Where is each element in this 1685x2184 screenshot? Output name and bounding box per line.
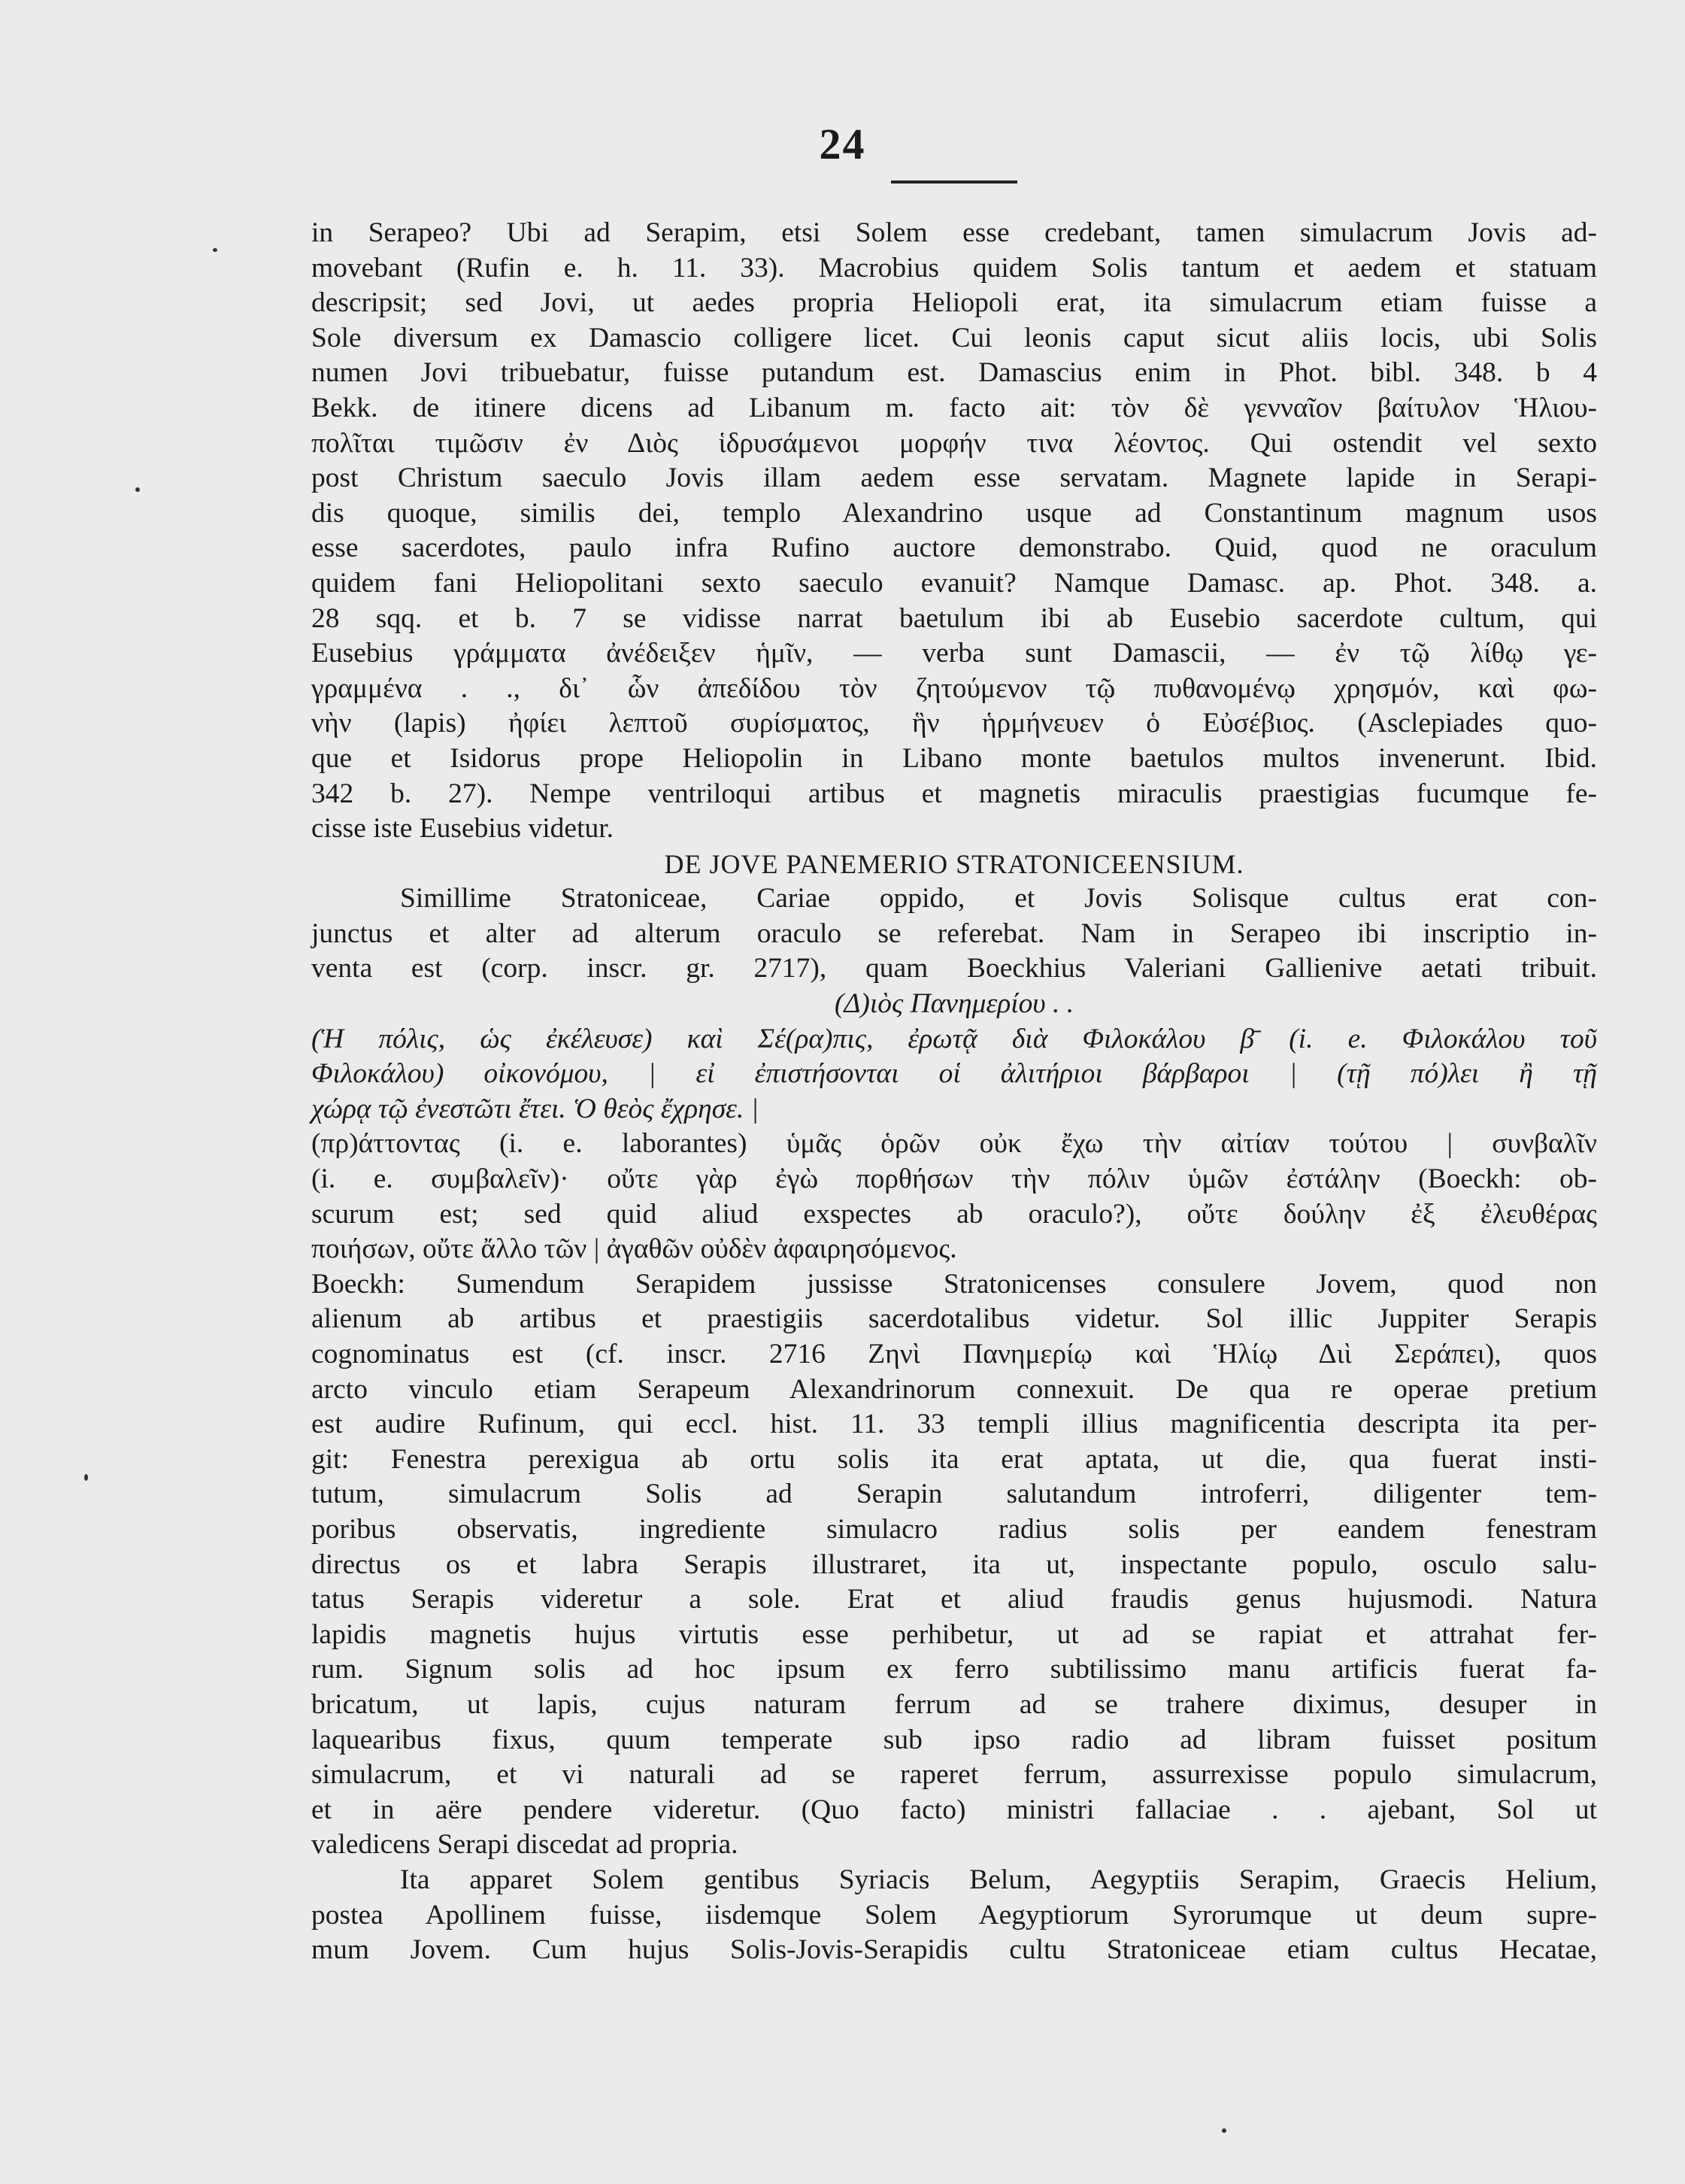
page-number: 24 bbox=[819, 120, 866, 168]
text-line: Eusebius γράμματα ἀνέδειξεν ἡμῖν, — verba sunt Damascii, — ἐν τῷ λίθῳ γε- bbox=[311, 638, 1597, 669]
inscription-line: ποιήσων, οὔτε ἄλλο τῶν | ἀγαθῶν οὐδὲν ἀφαιρησόμενος. bbox=[311, 1233, 957, 1265]
text-line: post Christum saeculo Jovis illam aedem esse servatam. Magnete lapide in Serapi- bbox=[311, 463, 1597, 494]
text-line: alienum ab artibus et praestigiis sacerdotalibus videtur. Sol illic Juppiter Serapis bbox=[311, 1303, 1597, 1335]
text-line: νὴν (lapis) ἠφίει λεπτοῦ συρίσματος, ἣν ἡρμήνευεν ὁ Εὐσέβιος. (Asclepiades quo- bbox=[311, 708, 1597, 739]
text-line: esse sacerdotes, paulo infra Rufino auctore demonstrabo. Quid, quod ne oraculum bbox=[311, 532, 1597, 564]
text-line: lapidis magnetis hujus virtutis esse perhibetur, ut ad se rapiat et attrahat fer- bbox=[311, 1618, 1597, 1650]
text-line: est audire Rufinum, qui eccl. hist. 11. 33 templi illius magnificentia descripta ita per- bbox=[311, 1409, 1597, 1440]
text-line: bricatum, ut lapis, cujus naturam ferrum ad se trahere diximus, desuper in bbox=[311, 1688, 1597, 1720]
text-line: dis quoque, similis dei, templo Alexandrino usque ad Constantinum magnum usos bbox=[311, 497, 1597, 529]
inscription-line: (i. e. συμβαλεῖν)· οὔτε γὰρ ἐγὼ πορθήσων τὴν πόλιν ὑμῶν ἐστάλην (Boeckh: ob- bbox=[311, 1163, 1597, 1195]
text-line: Boeckh: Sumendum Serapidem jussisse Stratonicenses consulere Jovem, quod non bbox=[311, 1268, 1597, 1300]
inscription-line: scurum est; sed quid aliud exspectes ab oraculo?), οὔτε δούλην ἐξ ἐλευθέρας bbox=[311, 1198, 1597, 1230]
text-line: directus os et labra Serapis illustraret, ita ut, inspectante populo, osculo salu- bbox=[311, 1549, 1597, 1580]
text-line: Bekk. de itinere dicens ad Libanum m. facto ait: τὸν δὲ γενναῖον βαίτυλον Ἡλιου- bbox=[311, 392, 1597, 423]
text-line: 28 sqq. et b. 7 se vidisse narrat baetulum ibi ab Eusebio sacerdote cultum, qui bbox=[311, 602, 1597, 634]
text-line: πολῖται τιμῶσιν ἐν Διὸς ἱδρυσάμενοι μορφήν τινα λέοντος. Qui ostendit vel sexto bbox=[311, 427, 1597, 459]
paper-speck bbox=[1222, 2128, 1226, 2133]
text-line: tatus Serapis videretur a sole. Erat et aliud fraudis genus hujusmodi. Natura bbox=[311, 1584, 1597, 1615]
inscription-line: (Ἡ πόλις, ὡς ἐκέλευσε) καὶ Σέ(ρα)πις, ἐρωτᾷ διὰ Φιλοκάλου β̄ (i. e. Φιλοκάλου τοῦ bbox=[311, 1023, 1597, 1054]
text-line: git: Fenestra perexigua ab ortu solis ita erat aptata, ut die, qua fuerat insti- bbox=[311, 1443, 1597, 1475]
text-line: cisse iste Eusebius videtur. bbox=[311, 813, 614, 845]
text-line: arcto vinculo etiam Serapeum Alexandrinorum connexuit. De qua re operae pretium bbox=[311, 1373, 1597, 1405]
paper-speck bbox=[213, 248, 217, 252]
inscription-line: (πρ)άττοντας (i. e. laborantes) ὑμᾶς ὁρῶν οὐκ ἔχω τὴν αἰτίαν τούτου | συνβαλῖν bbox=[311, 1128, 1597, 1160]
text-line: simulacrum, et vi naturali ad se raperet ferrum, assurrexisse populo simulacrum, bbox=[311, 1759, 1597, 1791]
text-line: valedicens Serapi discedat ad propria. bbox=[311, 1829, 738, 1861]
text-line: rum. Signum solis ad hoc ipsum ex ferro subtilissimo manu artificis fuerat fa- bbox=[311, 1654, 1597, 1685]
text-line: γραμμένα . ., δι᾽ ὧν ἀπεδίδου τὸν ζητούμενον τῷ πυθανομένῳ χρησμόν, καὶ φω- bbox=[311, 672, 1597, 704]
text-line: mum Jovem. Cum hujus Solis-Jovis-Serapidis cultu Stratoniceae etiam cultus Hecatae, bbox=[311, 1934, 1597, 1966]
text-line: descripsit; sed Jovi, ut aedes propria Heliopoli erat, ita simulacrum etiam fuisse a bbox=[311, 287, 1597, 319]
text-line: postea Apollinem fuisse, iisdemque Solem Aegyptiorum Syrorumque ut deum supre- bbox=[311, 1899, 1597, 1931]
text-line: numen Jovi tribuebatur, fuisse putandum est. Damascius enim in Phot. bibl. 348. b 4 bbox=[311, 357, 1597, 389]
text-line: et in aëre pendere videretur. (Quo facto) ministri fallaciae . . ajebant, Sol ut bbox=[311, 1794, 1597, 1825]
inscription-title: (Δ)ιὸς Πανημερίου . . bbox=[834, 988, 1074, 1020]
body-text bbox=[311, 216, 1597, 1968]
inscription-line: χώρᾳ τῷ ἐνεστῶτι ἔτει. Ὁ θεὸς ἔχρησε. | bbox=[311, 1093, 759, 1124]
text-line: poribus observatis, ingrediente simulacro radius solis per eandem fenestram bbox=[311, 1513, 1597, 1545]
text-line: Ita apparet Solem gentibus Syriacis Belum, Aegyptiis Serapim, Graecis Helium, bbox=[400, 1864, 1597, 1895]
text-line: movebant (Rufin e. h. 11. 33). Macrobius quidem Solis tantum et aedem et statuam bbox=[311, 252, 1597, 284]
paper-speck bbox=[135, 487, 140, 492]
text-line: venta est (corp. inscr. gr. 2717), quam Boeckhius Valeriani Gallienive aetati tribuit. bbox=[311, 953, 1597, 984]
inscription-line: Φιλοκάλου) οἰκονόμου, | εἰ ἐπιστήσονται οἱ ἀλιτήριοι βάρβαροι | (τῇ πό)λει ἢ τῇ bbox=[311, 1058, 1597, 1090]
text-line: 342 b. 27). Nempe ventriloqui artibus et magnetis miraculis praestigias fucumque fe- bbox=[311, 778, 1597, 809]
text-line: cognominatus est (cf. inscr. 2716 Ζηνὶ Πανημερίῳ καὶ Ἡλίῳ Διὶ Σεράπει), quos bbox=[311, 1339, 1597, 1370]
section-heading: DE JOVE PANEMERIO STRATONICEENSIUM. bbox=[664, 848, 1244, 879]
page-number-rule bbox=[891, 180, 1017, 184]
text-line: Simillime Stratoniceae, Cariae oppido, et Jovis Solisque cultus erat con- bbox=[400, 883, 1597, 915]
text-line: laquearibus fixus, quum temperate sub ipso radio ad libram fuisset positum bbox=[311, 1724, 1597, 1755]
text-line: junctus et alter ad alterum oraculo se referebat. Nam in Serapeo ibi inscriptio in- bbox=[311, 918, 1597, 949]
text-line: tutum, simulacrum Solis ad Serapin salutandum introferri, diligenter tem- bbox=[311, 1479, 1597, 1510]
text-line: que et Isidorus prope Heliopolin in Libano monte baetulos multos invenerunt. Ibid. bbox=[311, 742, 1597, 774]
text-line: quidem fani Heliopolitani sexto saeculo evanuit? Namque Damasc. ap. Phot. 348. a. bbox=[311, 567, 1597, 599]
paper-speck bbox=[84, 1474, 88, 1481]
text-line: in Serapeo? Ubi ad Serapim, etsi Solem esse credebant, tamen simulacrum Jovis ad- bbox=[311, 217, 1597, 248]
text-line: Sole diversum ex Damascio colligere licet. Cui leonis caput sicut aliis locis, ubi Solis bbox=[311, 322, 1597, 353]
